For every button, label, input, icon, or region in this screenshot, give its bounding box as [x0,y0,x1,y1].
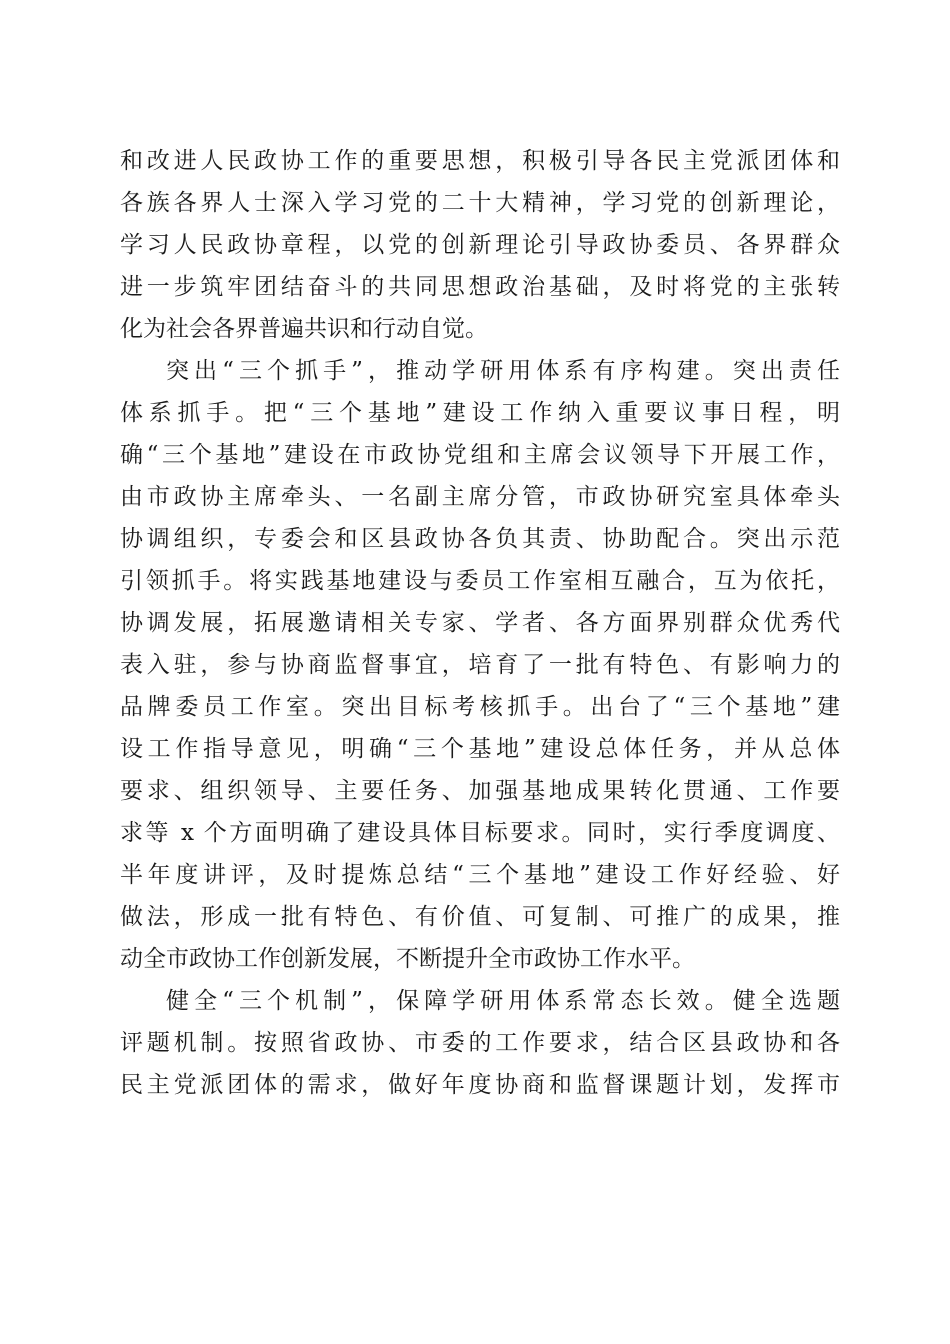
paragraph-line: 做法，形成一批有特色、有价值、可复制、可推广的成果，推 [120,904,840,930]
paragraph-line: 和改进人民政协工作的重要思想，积极引导各民主党派团体和 [120,148,840,174]
paragraph-line: 引领抓手。将实践基地建设与委员工作室相互融合，互为依托， [120,568,840,594]
paragraph-line: 学习人民政协章程，以党的创新理论引导政协委员、各界群众 [120,232,840,258]
paragraph-line: 健全“三个机制”，保障学研用体系常态长效。健全选题 [166,988,840,1014]
paragraph-line: 协调发展，拓展邀请相关专家、学者、各方面界别群众优秀代 [120,610,840,636]
paragraph-line: 民主党派团体的需求，做好年度协商和监督课题计划，发挥市 [120,1072,840,1098]
paragraph-line: 要求、组织领导、主要任务、加强基地成果转化贯通、工作要 [120,778,840,804]
paragraph-line: 求等 x 个方面明确了建设具体目标要求。同时，实行季度调度、 [120,820,840,846]
paragraph-line: 确“三个基地”建设在市政协党组和主席会议领导下开展工作， [120,442,840,468]
paragraph-line: 体系抓手。把“三个基地”建设工作纳入重要议事日程，明 [120,400,840,426]
paragraph-line: 化为社会各界普遍共识和行动自觉。 [120,316,488,342]
paragraph-line: 动全市政协工作创新发展，不断提升全市政协工作水平。 [120,946,695,972]
paragraph-line: 突出“三个抓手”，推动学研用体系有序构建。突出责任 [166,358,840,384]
paragraph-line: 进一步筑牢团结奋斗的共同思想政治基础，及时将党的主张转 [120,274,840,300]
paragraph-line: 由市政协主席牵头、一名副主席分管，市政协研究室具体牵头 [120,484,840,510]
paragraph-line: 表入驻，参与协商监督事宜，培育了一批有特色、有影响力的 [120,652,840,678]
paragraph-2 [120,350,840,980]
document-body [120,140,840,1106]
paragraph-3 [120,980,840,1106]
paragraph-line: 品牌委员工作室。突出目标考核抓手。出台了“三个基地”建 [120,694,840,720]
paragraph-line: 协调组织，专委会和区县政协各负其责、协助配合。突出示范 [120,526,840,552]
paragraph-line: 评题机制。按照省政协、市委的工作要求，结合区县政协和各 [120,1030,840,1056]
paragraph-line: 各族各界人士深入学习党的二十大精神，学习党的创新理论， [120,190,840,216]
paragraph-line: 半年度讲评，及时提炼总结“三个基地”建设工作好经验、好 [120,862,840,888]
paragraph-1 [120,140,840,350]
paragraph-line: 设工作指导意见，明确“三个基地”建设总体任务，并从总体 [120,736,840,762]
